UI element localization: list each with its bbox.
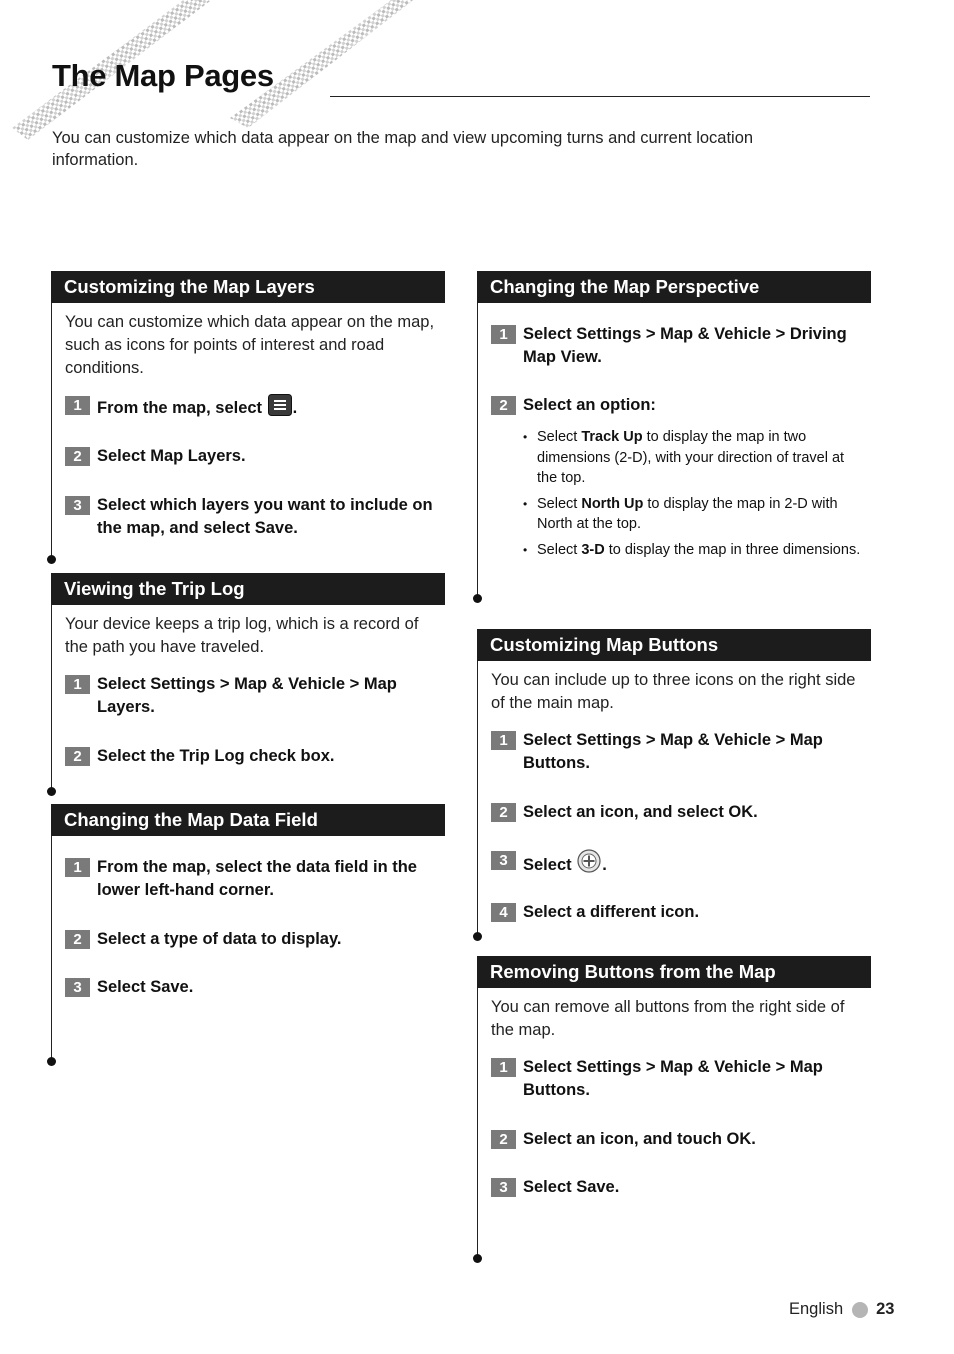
right-column (477, 271, 871, 1258)
step-text: Select an icon, and select OK. (523, 803, 758, 821)
section-remove-buttons (477, 956, 871, 1258)
step (491, 849, 867, 877)
step (491, 1176, 867, 1199)
step (491, 394, 867, 417)
step-number: 2 (491, 803, 516, 822)
option-item: • Select 3-D to display the map in three dimensions. (523, 540, 867, 561)
option-list (523, 427, 867, 560)
option-item: • Select Track Up to display the map in two dimensions (2-D), with your direction of travel at the top. (523, 427, 867, 489)
section-title: Customizing the Map Layers (51, 271, 445, 303)
step (491, 1056, 867, 1102)
section-body (51, 303, 445, 559)
page-footer (789, 1300, 894, 1319)
step-text-before: Select (523, 856, 572, 874)
section-body (477, 988, 871, 1258)
section-body (477, 303, 871, 598)
section-description: You can include up to three icons on the right side of the main map. (491, 671, 856, 712)
section-title: Removing Buttons from the Map (477, 956, 871, 988)
section-end-dot (473, 932, 482, 941)
step-number: 2 (65, 930, 90, 949)
option-item: • Select North Up to display the map in 2-D with North at the top. (523, 494, 867, 535)
step-text: Select Settings > Map & Vehicle > Driving Map View. (523, 325, 847, 366)
section-title: Viewing the Trip Log (51, 573, 445, 605)
step (65, 856, 441, 902)
section-body (51, 836, 445, 1061)
section-perspective (477, 271, 871, 598)
step-number: 2 (65, 447, 90, 466)
step-text: Select Settings > Map & Vehicle > Map Buttons. (523, 731, 823, 772)
step-number: 2 (65, 747, 90, 766)
step-text-after: . (292, 399, 298, 417)
page-intro: You can customize which data appear on the map and view upcoming turns and current location information. (52, 129, 754, 169)
step (491, 729, 867, 775)
section-description: You can customize which data appear on the map, such as icons for points of interest and road conditions. (65, 313, 435, 377)
menu-icon (268, 394, 292, 416)
step (65, 976, 441, 999)
step-text: Select Map Layers. (97, 447, 246, 465)
section-description: Your device keeps a trip log, which is a record of the path you have traveled. (65, 615, 419, 656)
section-trip-log (51, 573, 445, 791)
page-number: 23 (876, 1300, 895, 1318)
step-number: 4 (491, 903, 516, 922)
section-end-dot (47, 555, 56, 564)
step (65, 673, 441, 719)
step-number: 3 (491, 1178, 516, 1197)
section-title: Customizing Map Buttons (477, 629, 871, 661)
step-number: 1 (491, 1058, 516, 1077)
section-end-dot (473, 594, 482, 603)
section-map-buttons (477, 629, 871, 936)
step-text: Select which layers you want to include on the map, and select Save. (97, 496, 433, 537)
step-number: 1 (491, 731, 516, 750)
step-text: Select a different icon. (523, 903, 700, 921)
section-body (477, 661, 871, 936)
footer-language: English (789, 1300, 844, 1318)
step-number: 1 (65, 675, 90, 694)
step-text: From the map, select the data field in the lower left-hand corner. (97, 858, 417, 899)
section-end-dot (47, 1057, 56, 1066)
step (65, 928, 441, 951)
step-number: 3 (491, 851, 516, 870)
section-map-layers (51, 271, 445, 559)
step-text: Select Settings > Map & Vehicle > Map Layers. (97, 675, 397, 716)
step-text (97, 394, 297, 420)
step-number: 1 (491, 325, 516, 344)
step-text: Select Save. (97, 978, 194, 996)
step (65, 745, 441, 768)
section-body (51, 605, 445, 791)
step-number: 1 (65, 396, 90, 415)
step-number: 3 (65, 496, 90, 515)
step (491, 1128, 867, 1151)
step-text-before: From the map, select (97, 399, 263, 417)
title-rule (330, 96, 870, 97)
step (65, 445, 441, 468)
step-text: Select Save. (523, 1178, 620, 1196)
section-description: You can remove all buttons from the right side of the map. (491, 998, 845, 1039)
step-text: Select Settings > Map & Vehicle > Map Buttons. (523, 1058, 823, 1099)
step-number: 1 (65, 858, 90, 877)
page-title: The Map Pages (52, 58, 274, 93)
step-text: Select an option: (523, 396, 656, 414)
step (65, 494, 441, 540)
step-text: Select a type of data to display. (97, 930, 342, 948)
section-end-dot (47, 787, 56, 796)
step (491, 901, 867, 924)
step-number: 3 (65, 978, 90, 997)
section-data-field (51, 804, 445, 1061)
add-circle-icon (577, 849, 601, 873)
section-title: Changing the Map Perspective (477, 271, 871, 303)
step (65, 394, 441, 420)
step-number: 2 (491, 396, 516, 415)
step (491, 323, 867, 369)
step-text (523, 849, 607, 877)
footer-dot-icon (852, 1302, 868, 1318)
step (491, 801, 867, 824)
step-text: Select the Trip Log check box. (97, 747, 335, 765)
left-column (51, 271, 445, 1061)
section-title: Changing the Map Data Field (51, 804, 445, 836)
step-text: Select an icon, and touch OK. (523, 1130, 756, 1148)
step-text-after: . (602, 856, 607, 874)
section-end-dot (473, 1254, 482, 1263)
step-number: 2 (491, 1130, 516, 1149)
